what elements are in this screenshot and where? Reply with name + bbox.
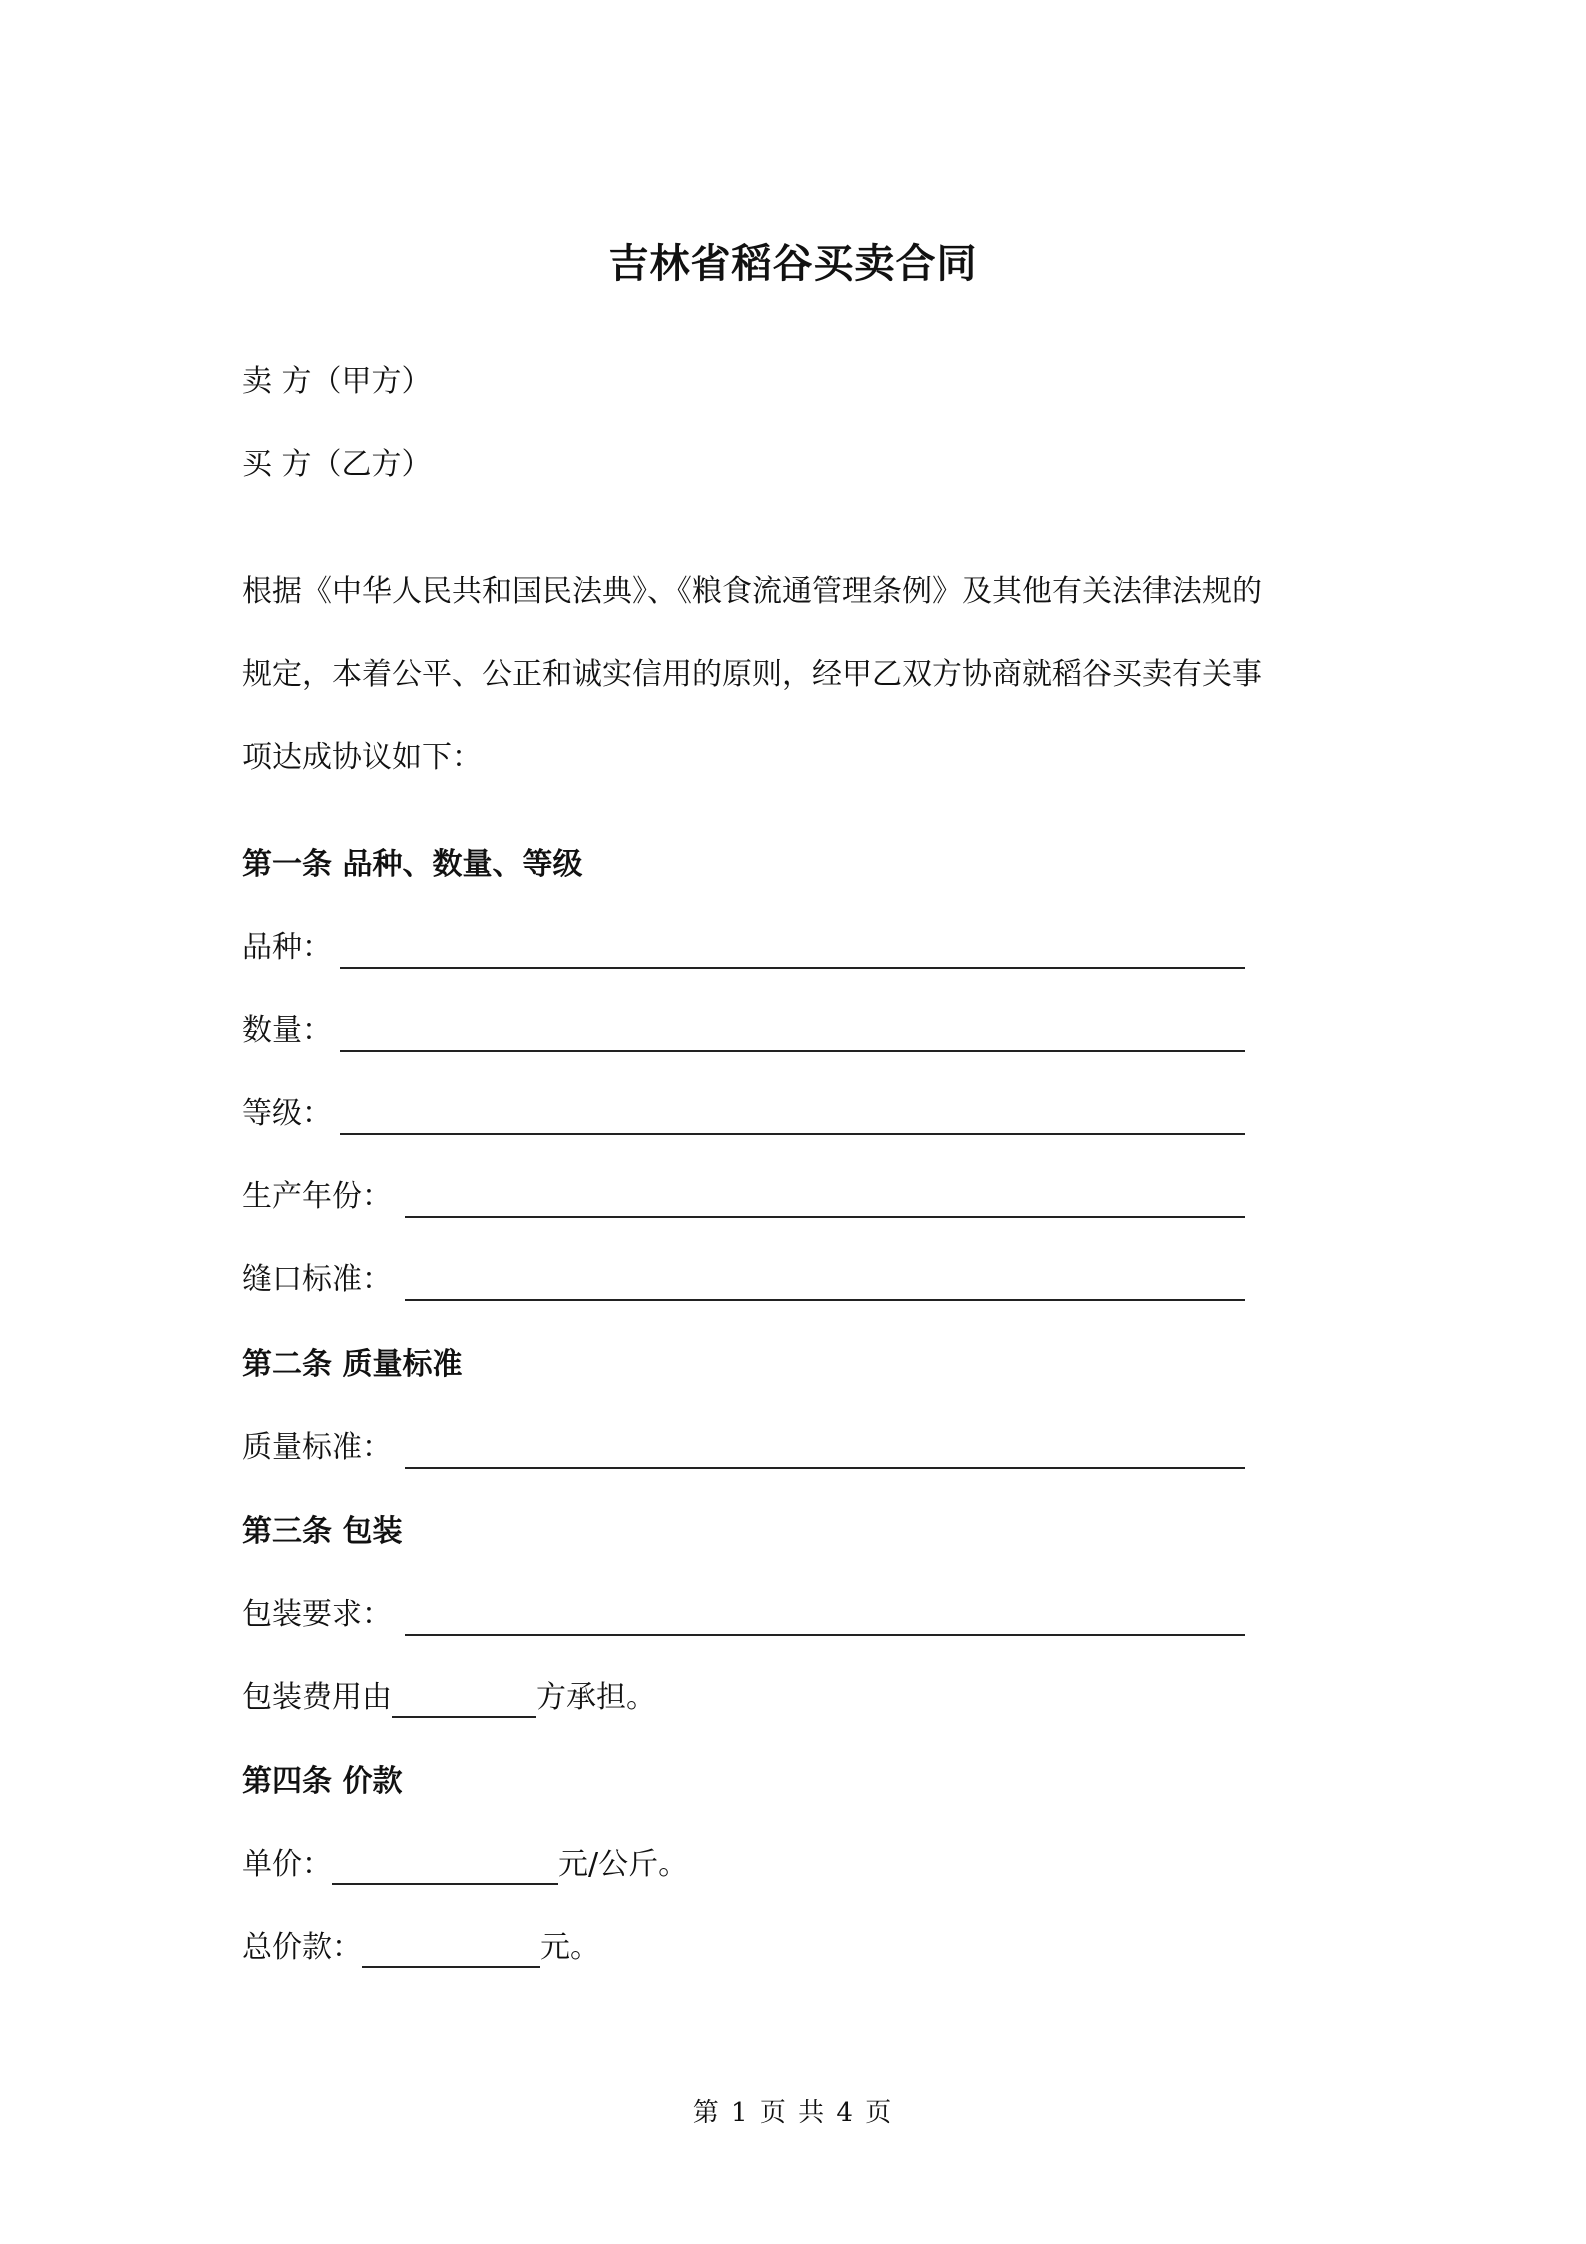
variety-label: 品种： [242, 930, 332, 965]
page-number-footer: 第 1 页 共 4 页 [692, 2098, 894, 2128]
grade-label: 等级： [242, 1096, 332, 1131]
total-price-suffix: 元。 [540, 1930, 600, 1965]
variety-blank[interactable] [340, 967, 1245, 969]
seller-label: 卖 方（甲方） [242, 364, 432, 399]
grade-blank[interactable] [340, 1133, 1245, 1135]
total-price-label: 总价款： [242, 1930, 362, 1965]
total-price-blank[interactable] [362, 1932, 540, 1968]
quality-standard-blank[interactable] [405, 1467, 1245, 1469]
production-year-blank[interactable] [405, 1216, 1245, 1218]
preamble-line-2: 规定，本着公平、公正和诚实信用的原则，经甲乙双方协商就稻谷买卖有关事 [242, 657, 1262, 692]
packaging-fee-suffix: 方承担。 [536, 1680, 656, 1715]
seam-standard-blank[interactable] [405, 1299, 1245, 1301]
unit-price-blank[interactable] [332, 1849, 558, 1885]
packaging-fee-prefix: 包装费用由 [242, 1680, 392, 1715]
packaging-fee-line [242, 1678, 656, 1718]
article-1-heading: 第一条 品种、数量、等级 [242, 847, 583, 882]
unit-price-line [242, 1845, 688, 1885]
buyer-label: 买 方（乙方） [242, 447, 432, 482]
article-3-heading: 第三条 包装 [242, 1514, 403, 1549]
preamble-line-1: 根据《中华人民共和国民法典》、《粮食流通管理条例》及其他有关法律法规的 [242, 574, 1262, 609]
preamble-line-3: 项达成协议如下： [242, 740, 482, 775]
unit-price-suffix: 元/公斤。 [558, 1847, 689, 1882]
quality-standard-label: 质量标准： [242, 1430, 392, 1465]
packaging-fee-party-blank[interactable] [392, 1682, 536, 1718]
document-title: 吉林省稻谷买卖合同 [608, 241, 978, 287]
production-year-label: 生产年份： [242, 1179, 392, 1214]
packaging-requirement-label: 包装要求： [242, 1597, 392, 1632]
quantity-blank[interactable] [340, 1050, 1245, 1052]
seam-standard-label: 缝口标准： [242, 1262, 392, 1297]
packaging-requirement-blank[interactable] [405, 1634, 1245, 1636]
total-price-line [242, 1928, 600, 1968]
article-4-heading: 第四条 价款 [242, 1764, 403, 1799]
unit-price-label: 单价： [242, 1847, 332, 1882]
article-2-heading: 第二条 质量标准 [242, 1347, 463, 1382]
quantity-label: 数量： [242, 1013, 332, 1048]
